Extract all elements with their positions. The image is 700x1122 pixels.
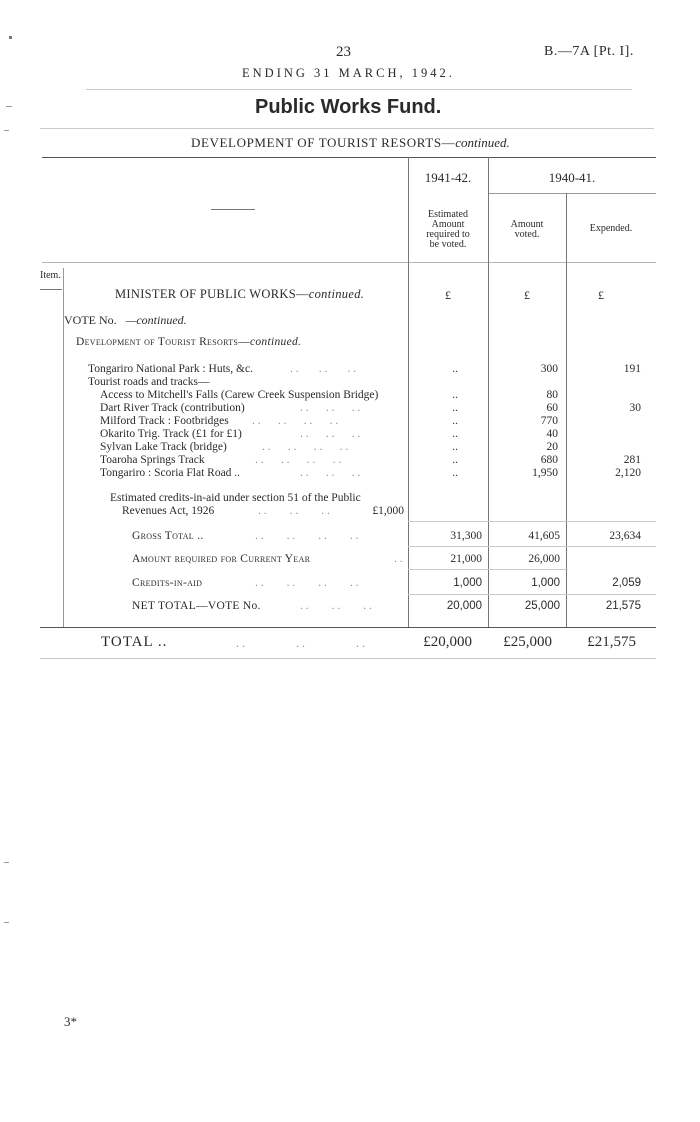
grand-total-top-rule: [40, 627, 656, 628]
rule: [408, 569, 568, 570]
footer-signature: 3*: [64, 1014, 77, 1029]
item-label: Dart River Track (contribution): [100, 402, 245, 414]
rule: [408, 546, 656, 547]
header-bottom-rule: [42, 262, 656, 263]
minister-label: MINISTER OF PUBLIC WORKS—: [115, 287, 309, 301]
credits-note-amount: £1,000: [372, 505, 404, 517]
minister-continued: continued.: [308, 287, 365, 301]
voted-cell: 40: [546, 428, 558, 440]
est-cell: ..: [452, 467, 458, 479]
leader-dots: . . . . . .: [300, 467, 361, 479]
est-line: Estimated: [428, 209, 468, 220]
net-total-label: NET TOTAL—VOTE No.: [132, 600, 261, 612]
header-rule: [488, 193, 656, 194]
est-cell: ..: [452, 363, 458, 375]
leader-dots: . . . . . . . .: [262, 441, 349, 453]
column-header-expended: Expended.: [589, 223, 633, 234]
column-header-estimated: [408, 210, 488, 250]
item-label: Toaroha Springs Track: [100, 454, 205, 466]
amount-required-label: Amount required for Current Year: [132, 553, 311, 565]
grand-total-voted: £25,000: [503, 634, 552, 650]
item-label: Access to Mitchell's Falls (Carew Creek Suspension Bridge): [100, 389, 379, 401]
leader-dots: . . . . . .: [300, 402, 361, 414]
est-cell: ..: [452, 389, 458, 401]
item-label: Milford Track : Footbridges: [100, 415, 229, 427]
period-ending: ENDING 31 MARCH, 1942.: [242, 66, 455, 80]
scan-mark: [6, 106, 12, 107]
item-rule: [40, 289, 62, 290]
expended-cell: 30: [629, 402, 641, 414]
development-heading: [76, 336, 301, 348]
voted-line: Amount: [510, 219, 544, 230]
stub-dash: [211, 209, 255, 210]
expended-cell: 281: [623, 454, 641, 466]
subtitle-continued: continued.: [455, 135, 510, 150]
est-line: required to: [426, 229, 470, 240]
currency-expended: £: [598, 288, 604, 302]
gross-total-label: Gross Total ..: [132, 530, 204, 542]
voted-cell: 1,950: [532, 467, 558, 479]
leader-dots: . . . . . .: [300, 428, 361, 440]
scan-mark: [4, 922, 9, 923]
gross-total-voted: 41,605: [528, 530, 560, 542]
currency-est: £: [445, 288, 451, 302]
voted-line: voted.: [514, 229, 540, 240]
est-cell: ..: [452, 428, 458, 440]
net-total-est: 20,000: [446, 600, 482, 612]
credits-note-line1: Estimated credits-in-aid under section 51 of the Public: [110, 492, 361, 504]
totals-top-rule: [408, 521, 656, 522]
net-total-voted: 25,000: [524, 600, 560, 612]
rule: [86, 89, 632, 90]
gross-total-expended: 23,634: [609, 530, 641, 542]
voted-cell: 60: [546, 402, 558, 414]
development-continued: continued.: [249, 336, 302, 348]
leader-dots: . . . . . . . .: [255, 577, 359, 589]
minister-heading: [115, 287, 364, 302]
amount-required-est: 21,000: [450, 553, 482, 565]
leader-dots: . . . . . . . .: [255, 530, 359, 542]
item-label: Tourist roads and tracks—: [88, 376, 210, 388]
est-cell: ..: [452, 402, 458, 414]
voted-cell: 680: [540, 454, 558, 466]
credits-in-aid-voted: 1,000: [531, 577, 560, 589]
item-label: Sylvan Lake Track (bridge): [100, 441, 227, 453]
leader-dots: . . . . . .: [300, 600, 372, 612]
gross-total-est: 31,300: [450, 530, 482, 542]
grand-total-est: £20,000: [423, 634, 472, 650]
credits-note-line2: Revenues Act, 1926: [122, 505, 215, 517]
column-header-1941-42: 1941-42.: [424, 170, 472, 185]
leader-dots: . . . . . . . .: [255, 454, 342, 466]
rule: [408, 594, 656, 595]
credits-in-aid-est: 1,000: [453, 577, 482, 589]
page-title: Public Works Fund.: [255, 96, 442, 118]
leader-dots: . . . . . .: [258, 505, 330, 517]
vote-continued: —continued.: [125, 313, 187, 327]
voted-cell: 80: [546, 389, 558, 401]
credits-in-aid-expended: 2,059: [612, 577, 641, 589]
scan-mark: [9, 36, 12, 39]
table-top-rule: [42, 157, 656, 158]
est-cell: ..: [452, 441, 458, 453]
scan-mark: [4, 862, 9, 863]
item-column-label: Item.: [40, 270, 61, 281]
currency-voted: £: [524, 288, 530, 302]
column-header-1940-41: 1940-41.: [548, 170, 596, 185]
leader-dots: . .: [394, 553, 403, 565]
est-cell: ..: [452, 415, 458, 427]
report-reference: B.—7A [Pt. I].: [544, 44, 634, 59]
vote-heading: [64, 313, 187, 328]
grand-total-bottom-rule: [40, 658, 656, 659]
item-label: Tongariro National Park : Huts, &c.: [88, 363, 253, 375]
item-label: Okarito Trig. Track (£1 for £1): [100, 428, 242, 440]
credits-in-aid-label: Credits-in-aid: [132, 577, 203, 589]
leader-dots: . . . . . .: [236, 636, 365, 650]
page-number: 23: [336, 44, 351, 60]
development-label: Development of Tourist Resorts—: [76, 336, 250, 348]
expended-cell: 191: [623, 363, 641, 375]
vote-label: VOTE No.: [64, 313, 117, 327]
leader-dots: . . . . . . . .: [252, 415, 339, 427]
est-line: Amount: [431, 219, 465, 230]
grand-total-label: TOTAL ..: [101, 634, 168, 650]
section-subtitle: [191, 135, 510, 151]
scan-mark: [4, 130, 9, 131]
voted-cell: 20: [546, 441, 558, 453]
amount-required-voted: 26,000: [528, 553, 560, 565]
grand-total-expended: £21,575: [587, 634, 636, 650]
rule: [40, 128, 654, 129]
voted-cell: 300: [540, 363, 558, 375]
leader-dots: . . . . . .: [290, 363, 357, 375]
est-line: be voted.: [429, 239, 467, 250]
voted-cell: 770: [540, 415, 558, 427]
net-total-expended: 21,575: [605, 600, 641, 612]
item-label: Tongariro : Scoria Flat Road ..: [100, 467, 241, 479]
column-header-amount-voted: [488, 220, 566, 240]
est-cell: ..: [452, 454, 458, 466]
subtitle-main: DEVELOPMENT OF TOURIST RESORTS—: [191, 135, 456, 150]
expended-cell: 2,120: [615, 467, 641, 479]
